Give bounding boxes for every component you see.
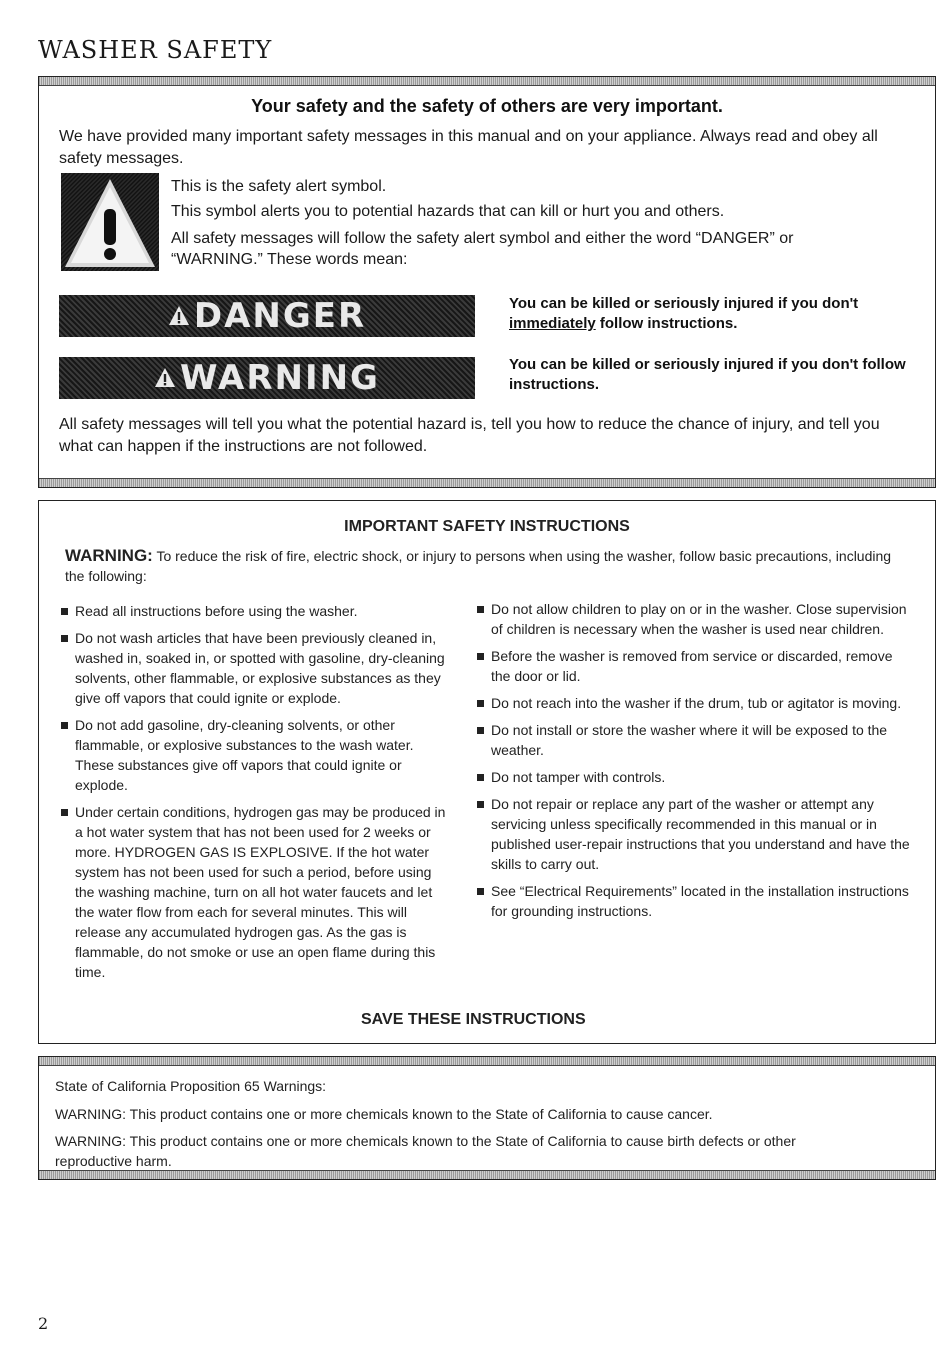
symbol-line-3: All safety messages will follow the safety alert symbol and either the word “DANGER” or “WARNING.” These words mean:: [171, 230, 794, 268]
list-item: Do not wash articles that have been previously cleaned in, washed in, soaked in, or spotted with gasoline, dry-cleaning solvents, other flammable, or explosive substances as they give off vapors that could ignite or explode.: [59, 628, 449, 708]
danger-description: You can be killed or seriously injured if you don't immediately follow instructions.: [509, 295, 859, 332]
instructions-warning: WARNING: To reduce the risk of fire, electric shock, or injury to persons when using the washer, follow basic precautions, including the following:: [65, 546, 892, 584]
prop65-line-1: WARNING: This product contains one or more chemicals known to the State of California to cause cancer.: [55, 1106, 713, 1122]
intro-paragraph: We have provided many important safety messages in this manual and on your appliance. Always read and obey all safety messages.: [59, 128, 878, 167]
prop65-title: State of California Proposition 65 Warnings:: [55, 1078, 327, 1094]
warning-description: You can be killed or seriously injured if you don't follow instructions.: [509, 356, 906, 393]
box-top-border: [39, 1057, 935, 1066]
right-instruction-list: [475, 599, 915, 928]
page-title: WASHER SAFETY: [38, 36, 273, 64]
warning-word: WARNING: [180, 358, 380, 398]
prop65-line-2: WARNING: This product contains one or more chemicals known to the State of California to cause birth defects or other reproductive harm.: [55, 1133, 796, 1169]
safety-intro-box: [38, 76, 936, 488]
list-item: Do not allow children to play on or in the washer. Close supervision of children is necessary when the washer is used near children.: [475, 599, 915, 639]
danger-signal-word: [59, 295, 475, 337]
symbol-line-1: This is the safety alert symbol.: [171, 178, 387, 195]
prop65-box: [38, 1056, 936, 1180]
list-item: Do not tamper with controls.: [475, 767, 915, 787]
danger-word: DANGER: [193, 296, 367, 336]
important-safety-instructions-box: [38, 500, 936, 1044]
page-number: 2: [38, 1314, 49, 1333]
box-bottom-border: [39, 478, 935, 487]
danger-alert-icon: [168, 305, 190, 327]
safety-alert-symbol-icon: [61, 173, 159, 271]
list-item: Do not repair or replace any part of the washer or attempt any servicing unless specifically recommended in this manual or in published user-repair instructions that you understand and have the skills to carry out.: [475, 794, 915, 874]
instructions-heading: IMPORTANT SAFETY INSTRUCTIONS: [344, 518, 630, 535]
box-bottom-border: [39, 1170, 935, 1179]
list-item: Under certain conditions, hydrogen gas may be produced in a hot water system that has not been used for 2 weeks or more. HYDROGEN GAS IS EXPLOSIVE. If the hot water system has not been used for such a period, before using the washing machine, turn on all hot water faucets and let the water flow from each for several minutes. This will release any accumulated hydrogen gas. As the gas is flammable, do not smoke or use an open flame during this time.: [59, 802, 449, 982]
list-item: See “Electrical Requirements” located in the installation instructions for grounding instructions.: [475, 881, 915, 921]
list-item: Do not install or store the washer where it will be exposed to the weather.: [475, 720, 915, 760]
list-item: Do not add gasoline, dry-cleaning solvents, or other flammable, or explosive substances to the wash water. These substances give off vapors that could ignite or explode.: [59, 715, 449, 795]
list-item: Read all instructions before using the washer.: [59, 601, 449, 621]
intro-heading: Your safety and the safety of others are very important.: [251, 96, 723, 116]
left-instruction-list: [59, 601, 449, 989]
symbol-line-2: This symbol alerts you to potential hazards that can kill or hurt you and others.: [171, 203, 725, 220]
warning-signal-word: [59, 357, 475, 399]
save-instructions: SAVE THESE INSTRUCTIONS: [361, 1011, 586, 1028]
intro-closing: All safety messages will tell you what the potential hazard is, tell you how to reduce the chance of injury, and tell you what can happen if the instructions are not followed.: [59, 416, 880, 455]
warning-alert-icon: [154, 367, 176, 389]
warning-label: WARNING:: [65, 546, 153, 565]
list-item: Before the washer is removed from service or discarded, remove the door or lid.: [475, 646, 915, 686]
list-item: Do not reach into the washer if the drum, tub or agitator is moving.: [475, 693, 915, 713]
box-top-border: [39, 77, 935, 86]
